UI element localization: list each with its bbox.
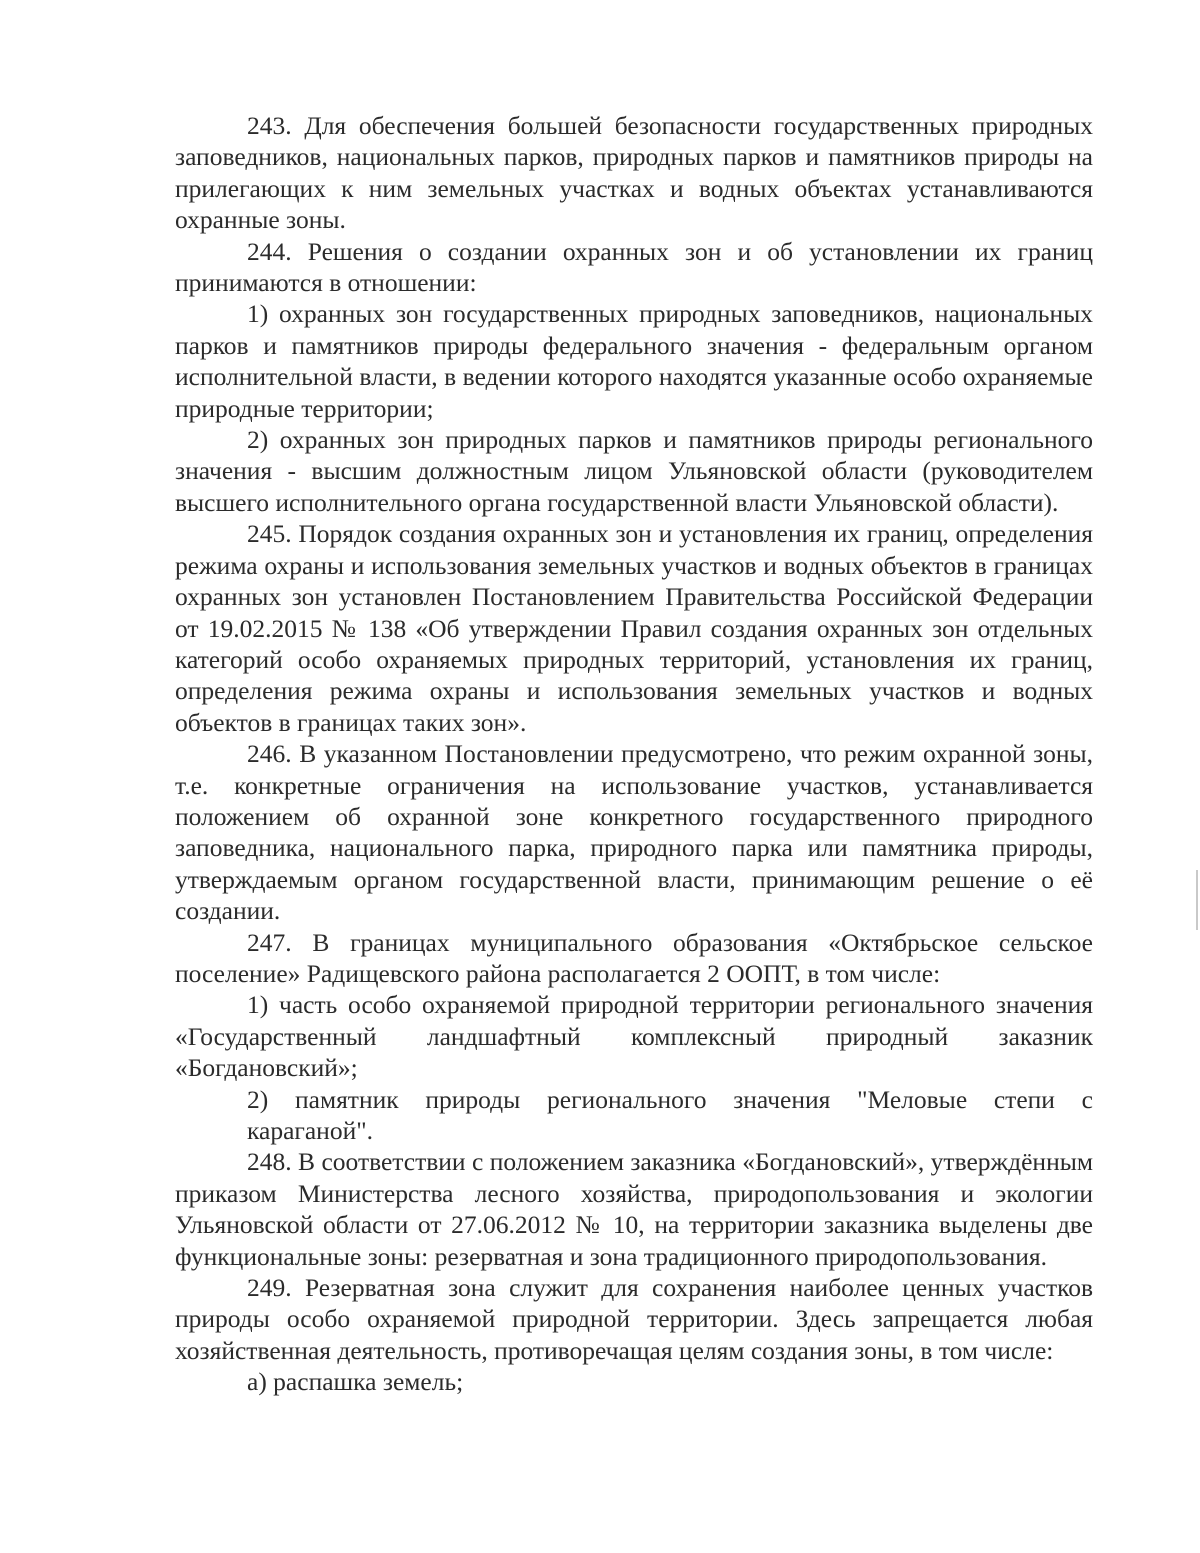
scan-edge-mark xyxy=(1196,870,1198,930)
paragraph-246: 246. В указанном Постановлении предусмотрено, что режим охранной зоны, т.е. конкретные ограничения на использование участков, устанавливается положением об охранной зоне конкретного государственного природного заповедника, национального парка, природного парка или памятника природы, утверждаемым органом государственной власти, принимающим решение о её создании. xyxy=(175,739,1093,926)
paragraph-244-item-2: 2) охранных зон природных парков и памятников природы регионального значения - высшим должностным лицом Ульяновской области (руководителем высшего исполнительного органа государственной власти Ульяновской области). xyxy=(175,425,1093,517)
paragraph-245: 245. Порядок создания охранных зон и установления их границ, определения режима охраны и использования земельных участков и водных объектов в границах охранных зон установлен Постановлением Правительства Российской Федерации от 19.02.2015 № 138 «Об утверждении Правил создания охранных зон отдельных категорий особо охраняемых природных территорий, установления их границ, определения режима охраны и использования земельных участков и водных объектов в границах таких зон». xyxy=(175,519,1093,737)
paragraph-248: 248. В соответствии с положением заказника «Богдановский», утверждённым приказом Министерства лесного хозяйства, природопользования и экологии Ульяновской области от 27.06.2012 № 10, на территории заказника выделены две функциональные зоны: резерватная и зона традиционного природопользования. xyxy=(175,1147,1093,1271)
paragraph-247: 247. В границах муниципального образования «Октябрьское сельское поселение» Радищевского района располагается 2 ООПТ, в том числе: xyxy=(175,927,1093,988)
paragraph-249: 249. Резерватная зона служит для сохранения наиболее ценных участков природы особо охраняемой природной территории. Здесь запрещается любая хозяйственная деятельность, противоречащая целям создания зоны, в том числе: xyxy=(175,1273,1093,1365)
paragraph-244: 244. Решения о создании охранных зон и об установлении их границ принимаются в отношении: xyxy=(175,236,1093,298)
paragraph-247-item-2 xyxy=(175,1084,1093,1147)
paragraph-244-item-1: 1) охранных зон государственных природных заповедников, национальных парков и памятников природы федерального значения - федеральным органом исполнительной власти, в ведении которого находятся указанные особо охраняемые природные территории; xyxy=(175,299,1093,423)
paragraph-247-item-1: 1) часть особо охраняемой природной территории регионального значения «Государственный ландшафтный комплексный природный заказник «Богдановский»; xyxy=(175,990,1093,1083)
paragraph-247-item-2-line-2: караганой". xyxy=(247,1116,373,1145)
paragraph-243: 243. Для обеспечения большей безопасности государственных природных заповедников, национальных парков, природных парков и памятников природы на прилегающих к ним земельных участках и водных объектах устанавливаются охранные зоны. xyxy=(175,111,1093,235)
paragraph-247-item-2-line-1: 2) памятник природы регионального значения "Меловые степи с xyxy=(247,1084,1093,1114)
document-body xyxy=(175,110,1093,1398)
paragraph-249-item-a: а) распашка земель; xyxy=(247,1367,464,1397)
